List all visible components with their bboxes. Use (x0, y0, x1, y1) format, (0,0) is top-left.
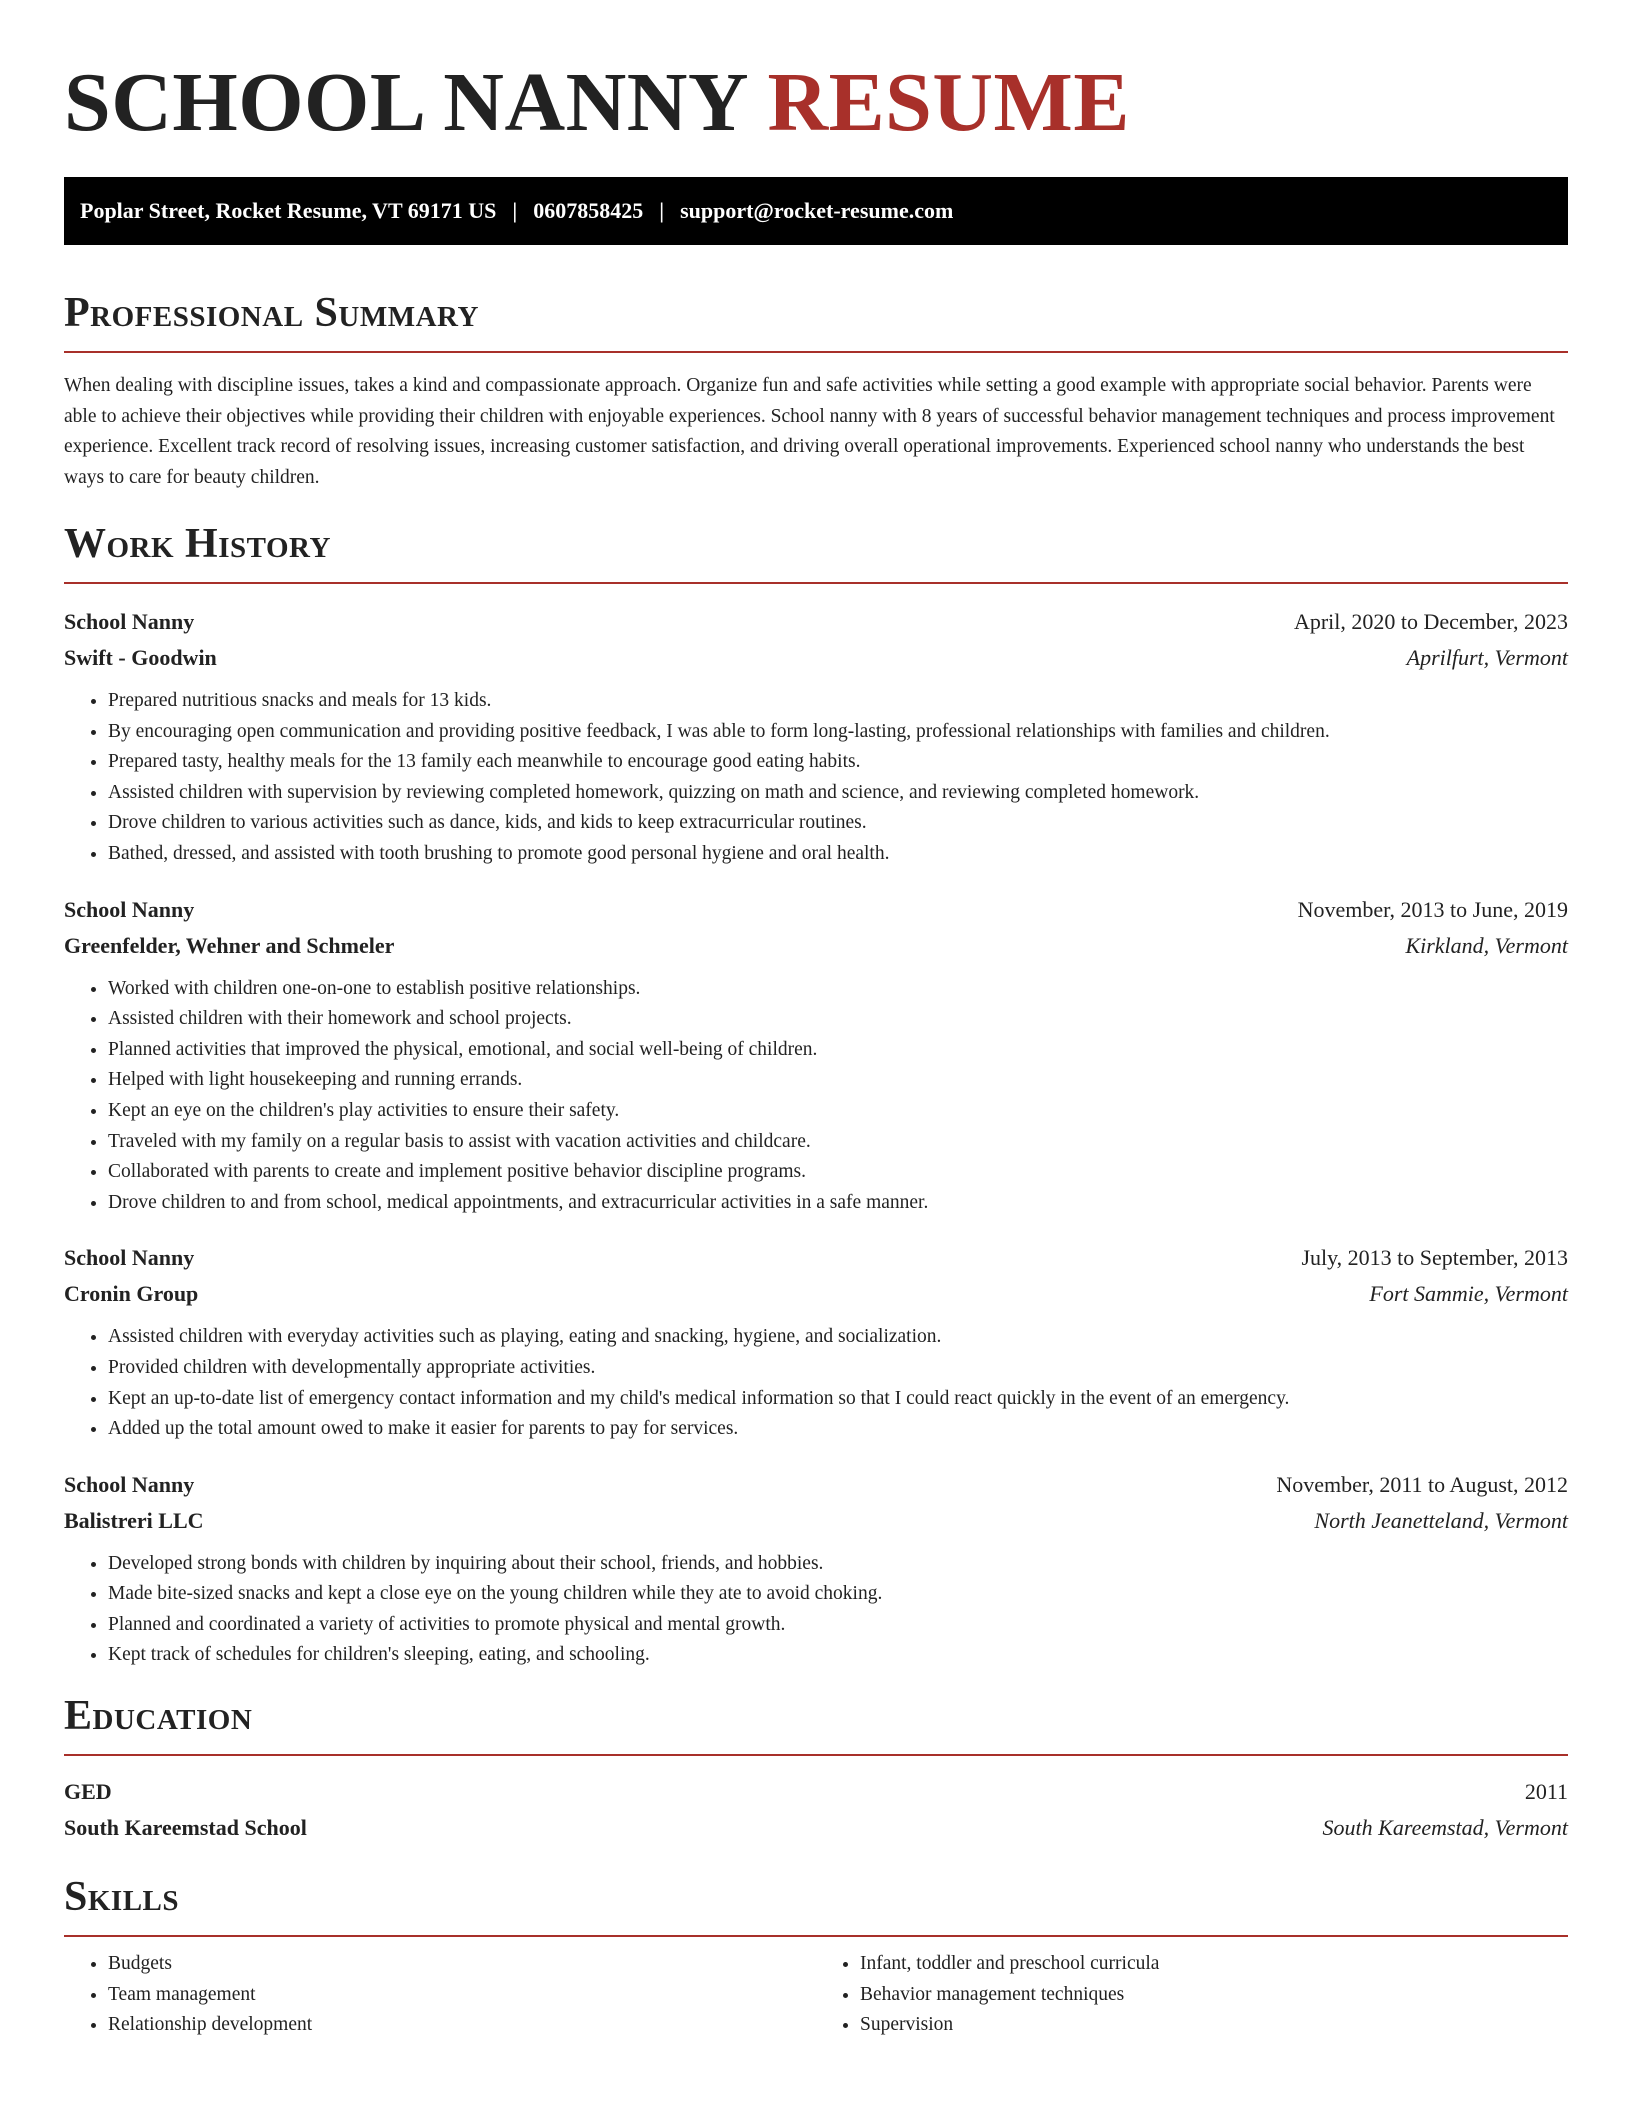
summary-section (64, 288, 1568, 493)
contact-separator: | (512, 198, 518, 223)
job-company: Cronin Group (64, 1281, 199, 1307)
job-dates: April, 2020 to December, 2023 (1293, 609, 1568, 634)
skills-section (64, 1872, 1568, 2041)
job-location: Aprilfurt, Vermont (1406, 645, 1568, 670)
job-location: Fort Sammie, Vermont (1369, 1281, 1568, 1307)
title-accent: RESUME (767, 56, 1130, 149)
job-role: School Nanny (64, 1245, 195, 1271)
job-header-row (64, 1240, 1568, 1276)
job-role: School Nanny (64, 609, 195, 634)
section-divider (64, 351, 1568, 353)
skill-item: • Infant, toddler and preschool curricula (860, 1949, 1568, 1980)
job-company-row (64, 640, 1568, 676)
contact-address: Poplar Street, Rocket Resume, VT 69171 US (80, 198, 497, 223)
contact-phone: 0607858425 (533, 198, 644, 223)
job-location: Kirkland, Vermont (1405, 932, 1568, 958)
job-dates: November, 2013 to June, 2019 (1297, 896, 1568, 922)
job-bullet-list (64, 974, 1568, 1219)
education-section (64, 1691, 1568, 1846)
education-year: 2011 (1524, 1779, 1568, 1805)
job-company: Balistreri LLC (64, 1507, 204, 1533)
skill-item: • Supervision (860, 2010, 1568, 2041)
job-bullet: • Planned and coordinated a variety of activities to promote physical and mental growth. (108, 1610, 1568, 1641)
job-bullet: • Developed strong bonds with children by inquiring about their school, friends, and hobbies. (108, 1549, 1568, 1580)
section-title-summary: Professional Summary (64, 290, 479, 336)
skill-item: • Relationship development (108, 2010, 816, 2041)
section-title-education: Education (64, 1693, 253, 1740)
job-bullet: • Assisted children with their homework and school projects. (108, 1004, 1568, 1035)
job-bullet: • Drove children to and from school, medical appointments, and extracurricular activities in a safe manner. (108, 1188, 1568, 1219)
job-bullet-list (64, 686, 1568, 870)
summary-text: When dealing with discipline issues, takes a kind and compassionate approach. Organize fun and safe activities while setting a good example with appropriate social behavior. Parents were able to achieve their objectives while providing their children with enjoyable experiences. School nanny with 8 years of successful behavior management techniques and process improvement experience. Excellent track record of resolving issues, increasing customer satisfaction, and driving overall operational improvements. Experienced school nanny who understands the best ways to care for beauty children. (64, 375, 1555, 488)
job-bullet: • Collaborated with parents to create and implement positive behavior discipline programs. (108, 1157, 1568, 1188)
title-main: SCHOOL NANNY (64, 56, 746, 149)
skill-item: • Team management (108, 1980, 816, 2011)
job-bullet: • Traveled with my family on a regular basis to assist with vacation activities and childcare. (108, 1127, 1568, 1158)
job-company-row (64, 1503, 1568, 1539)
section-divider (64, 1935, 1568, 1937)
job-bullet-list (64, 1549, 1568, 1671)
job-entry (64, 604, 1568, 870)
job-entry (64, 1467, 1568, 1671)
section-title-work: Work History (64, 521, 331, 567)
job-bullet: • Bathed, dressed, and assisted with tooth brushing to promote good personal hygiene and oral health. (108, 839, 1568, 870)
job-bullet: • Kept an eye on the children's play activities to ensure their safety. (108, 1096, 1568, 1127)
contact-email: support@rocket-resume.com (680, 198, 954, 223)
work-history-section (64, 519, 1568, 1671)
job-bullet: • Assisted children with everyday activities such as playing, eating and snacking, hygiene, and socialization. (108, 1322, 1568, 1353)
contact-separator: | (659, 198, 665, 223)
job-entry (64, 892, 1568, 1219)
contact-bar (64, 177, 1568, 245)
job-bullet: • Prepared tasty, healthy meals for the 13 family each meanwhile to encourage good eating habits. (108, 747, 1568, 778)
job-bullet: • Kept track of schedules for children's sleeping, eating, and schooling. (108, 1640, 1568, 1671)
job-bullet: • Added up the total amount owed to make it easier for parents to pay for services. (108, 1414, 1568, 1445)
job-bullet: • Kept an up-to-date list of emergency contact information and my child's medical information so that I could react quickly in the event of an emergency. (108, 1384, 1568, 1415)
job-company: Swift - Goodwin (64, 645, 217, 670)
section-divider (64, 1754, 1568, 1756)
job-entry (64, 1240, 1568, 1444)
job-bullet: • Provided children with developmentally appropriate activities. (108, 1353, 1568, 1384)
job-bullet: • Prepared nutritious snacks and meals for 13 kids. (108, 686, 1568, 717)
job-dates: July, 2013 to September, 2013 (1301, 1245, 1568, 1271)
education-school-row (64, 1810, 1568, 1846)
resume-title (64, 48, 1568, 158)
education-entry (64, 1774, 1568, 1846)
education-header-row (64, 1774, 1568, 1810)
job-company: Greenfelder, Wehner and Schmeler (64, 932, 395, 958)
job-bullet: • Helped with light housekeeping and running errands. (108, 1065, 1568, 1096)
job-role: School Nanny (64, 1471, 195, 1497)
job-bullet: • Assisted children with supervision by reviewing completed homework, quizzing on math and science, and reviewing completed homework. (108, 778, 1568, 809)
skill-item: • Budgets (108, 1949, 816, 1980)
job-company-row (64, 928, 1568, 964)
job-bullet: • Drove children to various activities such as dance, kids, and kids to keep extracurricular routines. (108, 808, 1568, 839)
job-dates: November, 2011 to August, 2012 (1276, 1471, 1568, 1497)
job-header-row (64, 1467, 1568, 1503)
job-location: North Jeanetteland, Vermont (1314, 1507, 1568, 1533)
job-header-row (64, 604, 1568, 640)
skills-grid (64, 1949, 1568, 2041)
education-school: South Kareemstad School (64, 1815, 307, 1841)
section-divider (64, 582, 1568, 584)
job-bullet: • Worked with children one-on-one to establish positive relationships. (108, 974, 1568, 1005)
job-bullet-list (64, 1322, 1568, 1444)
education-location: South Kareemstad, Vermont (1322, 1815, 1568, 1841)
job-company-row (64, 1276, 1568, 1312)
skills-list-left (64, 1949, 816, 2041)
job-bullet: • Made bite-sized snacks and kept a close eye on the young children while they ate to avoid choking. (108, 1579, 1568, 1610)
job-role: School Nanny (64, 896, 195, 922)
skill-item: • Behavior management techniques (860, 1980, 1568, 2011)
job-bullet: • By encouraging open communication and providing positive feedback, I was able to form long-lasting, professional relationships with families and children. (108, 717, 1568, 748)
section-title-skills: Skills (64, 1874, 180, 1921)
job-bullet: • Planned activities that improved the physical, emotional, and social well-being of children. (108, 1035, 1568, 1066)
skills-list-right (816, 1949, 1568, 2041)
job-header-row (64, 892, 1568, 928)
education-degree: GED (64, 1779, 112, 1805)
